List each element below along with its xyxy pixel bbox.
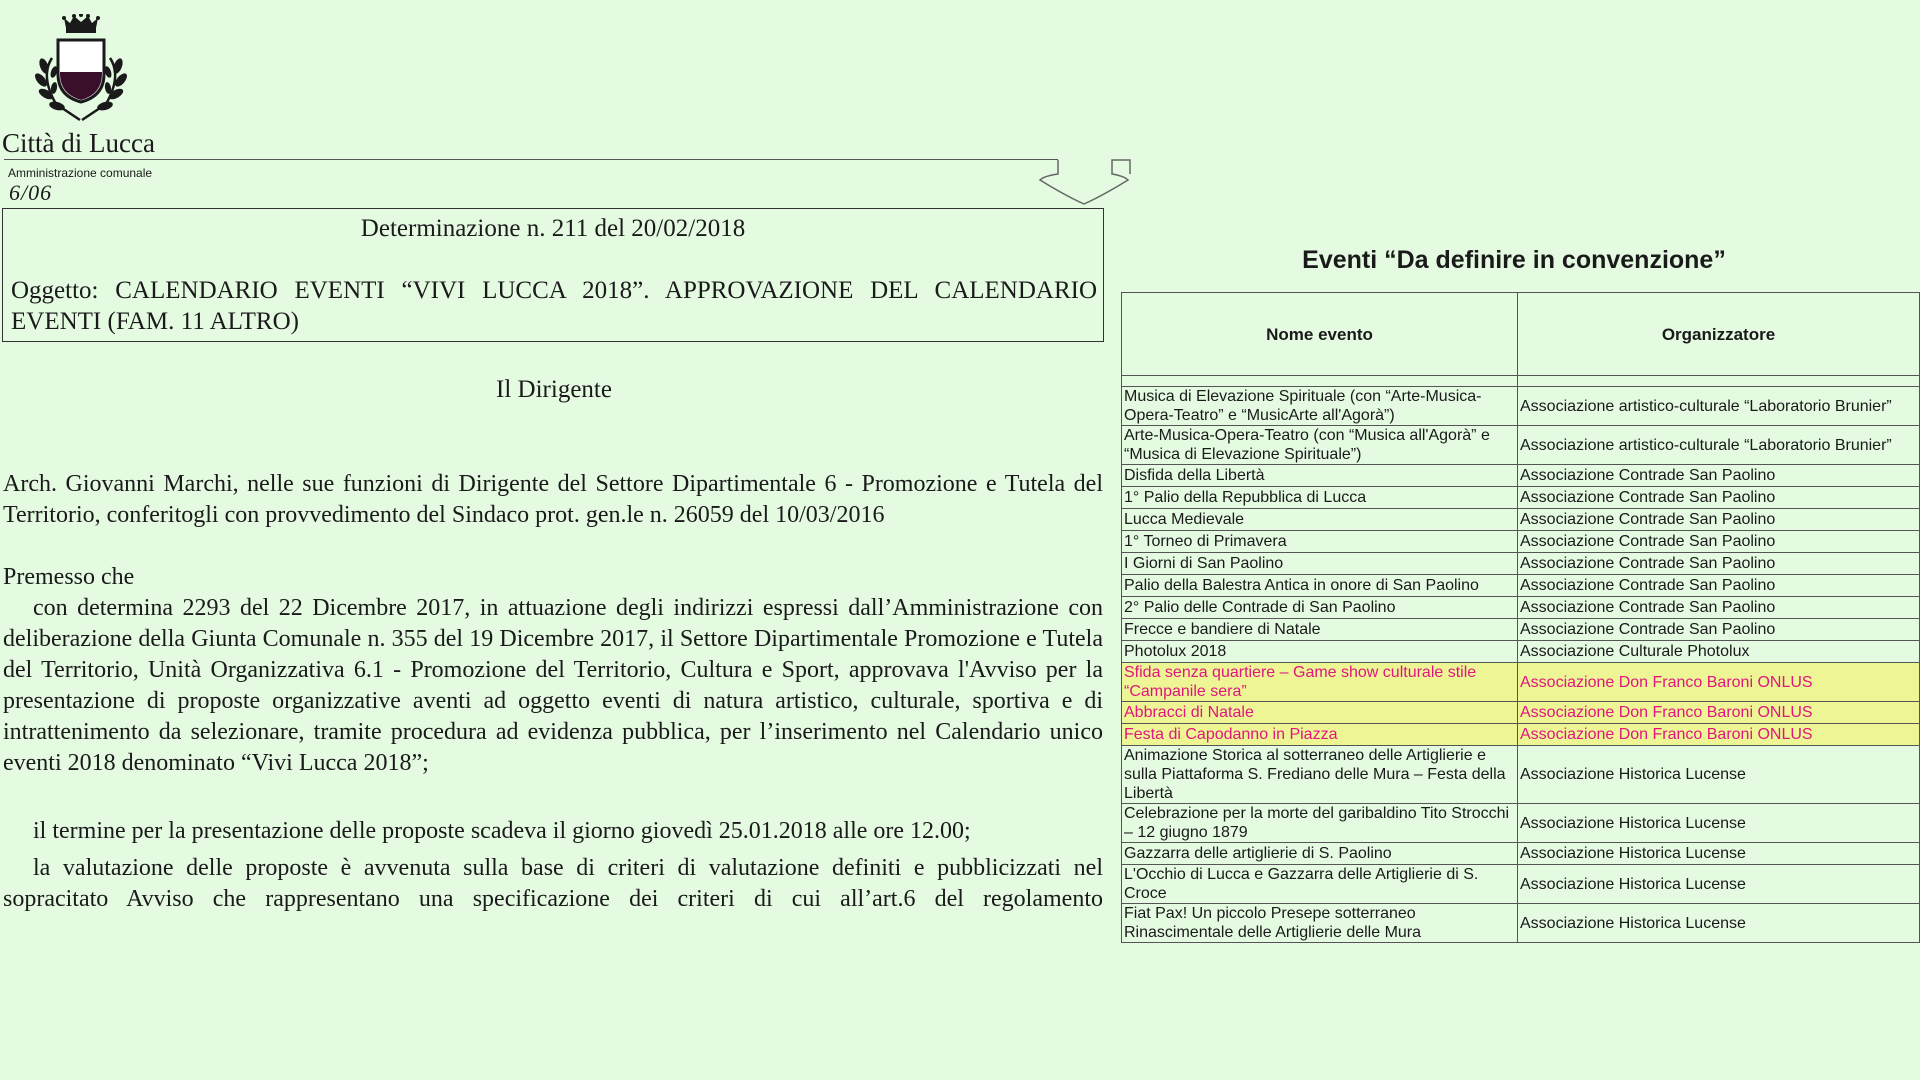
event-name-cell: Disfida della Libertà	[1122, 465, 1518, 487]
column-header-event-name: Nome evento	[1122, 293, 1518, 376]
table-row	[1122, 553, 1920, 575]
organizer-cell: Associazione Historica Lucense	[1518, 746, 1920, 804]
column-header-organizer: Organizzatore	[1518, 293, 1920, 376]
organizer-cell: Associazione Contrade San Paolino	[1518, 465, 1920, 487]
table-row	[1122, 702, 1920, 724]
table-row	[1122, 426, 1920, 465]
event-name-cell: Musica di Elevazione Spirituale (con “Arte-Musica-Opera-Teatro” e “MusicArte all'Agorà”)	[1122, 387, 1518, 426]
organizer-cell: Associazione Historica Lucense	[1518, 865, 1920, 904]
organizer-cell: Associazione Don Franco Baroni ONLUS	[1518, 702, 1920, 724]
city-name: Città di Lucca	[2, 128, 155, 158]
organizer-cell: Associazione Historica Lucense	[1518, 804, 1920, 843]
paragraph-arch: Arch. Giovanni Marchi, nelle sue funzioni di Dirigente del Settore Dipartimentale 6 - Promozione e Tutela del Territorio, conferitogli con provvedimento del Sindaco prot. gen.le n. 26059 del 10/03/2016	[3, 471, 1103, 528]
organizer-cell: Associazione Historica Lucense	[1518, 904, 1920, 943]
event-name-cell: Festa di Capodanno in Piazza	[1122, 724, 1518, 746]
table-row	[1122, 619, 1920, 641]
event-name-cell: L'Occhio di Lucca e Gazzarra delle Artiglierie di S. Croce	[1122, 865, 1518, 904]
organizer-cell: Associazione Contrade San Paolino	[1518, 553, 1920, 575]
determination-title: Determinazione n. 211 del 20/02/2018	[360, 215, 746, 242]
table-row	[1122, 746, 1920, 804]
header-divider	[4, 159, 1058, 160]
table-row	[1122, 904, 1920, 943]
events-table	[1121, 292, 1920, 943]
organizer-cell: Associazione Culturale Photolux	[1518, 641, 1920, 663]
table-row	[1122, 465, 1920, 487]
table-row	[1122, 487, 1920, 509]
table-row	[1122, 843, 1920, 865]
subject-line	[11, 275, 1097, 337]
event-name-cell: 1° Torneo di Primavera	[1122, 531, 1518, 553]
subject-label: Oggetto:	[11, 277, 99, 304]
table-row	[1122, 509, 1920, 531]
table-header-row	[1122, 293, 1920, 376]
page-counter: 6/06	[9, 180, 53, 205]
paragraph-determina: con determina 2293 del 22 Dicembre 2017, in attuazione degli indirizzi espressi dall’Amministrazione con deliberazione della Giunta Comunale n. 355 del 19 Dicembre 2017, il Settore Dipartimentale Promozione e Tutela del Territorio, Unità Organizzativa 6.1 - Promozione del Territorio, Cultura e Sport, approvava l'Avviso per la presentazione di proposte organizzative aventi ad oggetto eventi di natura artistico, culturale, sportiva e di intrattenimento da selezionare, tramite procedura ad evidenza pubblica, per l’inserimento nel Calendario unico eventi 2018 denominato “Vivi Lucca 2018”;	[3, 595, 1103, 776]
administration-label: Amministrazione comunale	[8, 166, 153, 180]
table-row	[1122, 597, 1920, 619]
paragraph-termine: il termine per la presentazione delle proposte scadeva il giorno giovedì 25.01.2018 alle ore 12.00;	[33, 818, 971, 844]
paragraph-premesso: Premesso che	[3, 564, 135, 590]
paragraph-valutazione: la valutazione delle proposte è avvenuta sulla base di criteri di valutazione definiti e pubblicizzati nel sopracitato Avviso che rappresentano una specificazione dei criteri di cui all’art.6 del regolamento	[3, 855, 1103, 912]
event-name-cell: Celebrazione per la morte del garibaldino Tito Strocchi – 12 giugno 1879	[1122, 804, 1518, 843]
table-row	[1122, 804, 1920, 843]
event-name-cell: Sfida senza quartiere – Game show culturale stile “Campanile sera”	[1122, 663, 1518, 702]
organizer-cell: Associazione Contrade San Paolino	[1518, 487, 1920, 509]
event-name-cell: I Giorni di San Paolino	[1122, 553, 1518, 575]
table-row	[1122, 724, 1920, 746]
organizer-cell: Associazione Don Franco Baroni ONLUS	[1518, 663, 1920, 702]
city-coat-of-arms-logo	[30, 14, 134, 126]
table-row	[1122, 575, 1920, 597]
event-name-cell: Frecce e bandiere di Natale	[1122, 619, 1518, 641]
event-name-cell: 2° Palio delle Contrade di San Paolino	[1122, 597, 1518, 619]
organizer-cell: Associazione artistico-culturale “Laboratorio Brunier”	[1518, 387, 1920, 426]
table-spacer-row	[1122, 376, 1920, 387]
organizer-cell: Associazione Historica Lucense	[1518, 843, 1920, 865]
events-table-title: Eventi “Da definire in convenzione”	[1302, 246, 1726, 274]
event-name-cell: Abbracci di Natale	[1122, 702, 1518, 724]
organizer-cell: Associazione Contrade San Paolino	[1518, 509, 1920, 531]
event-name-cell: Fiat Pax! Un piccolo Presepe sotterraneo Rinascimentale delle Artiglierie delle Mura	[1122, 904, 1518, 943]
event-name-cell: Palio della Balestra Antica in onore di San Paolino	[1122, 575, 1518, 597]
organizer-cell: Associazione Contrade San Paolino	[1518, 619, 1920, 641]
table-row	[1122, 865, 1920, 904]
organizer-cell: Associazione Contrade San Paolino	[1518, 597, 1920, 619]
event-name-cell: Photolux 2018	[1122, 641, 1518, 663]
crown-icon	[62, 14, 100, 33]
determination-header-box	[2, 208, 1104, 342]
event-name-cell: Gazzarra delle artiglierie di S. Paolino	[1122, 843, 1518, 865]
table-row	[1122, 531, 1920, 553]
organizer-cell: Associazione Don Franco Baroni ONLUS	[1518, 724, 1920, 746]
table-row	[1122, 387, 1920, 426]
subject-text: CALENDARIO EVENTI “VIVI LUCCA 2018”. APPROVAZIONE DEL CALENDARIO EVENTI (FAM. 11 ALTRO)	[11, 277, 1098, 335]
event-name-cell: Animazione Storica al sotterraneo delle Artiglierie e sulla Piattaforma S. Frediano delle Mura – Festa della Libertà	[1122, 746, 1518, 804]
event-name-cell: Arte-Musica-Opera-Teatro (con “Musica all'Agorà” e “Musica di Elevazione Spirituale”)	[1122, 426, 1518, 465]
dirigente-heading: Il Dirigente	[496, 376, 612, 403]
event-name-cell: 1° Palio della Repubblica di Lucca	[1122, 487, 1518, 509]
event-name-cell: Lucca Medievale	[1122, 509, 1518, 531]
table-row	[1122, 663, 1920, 702]
table-row	[1122, 641, 1920, 663]
organizer-cell: Associazione Contrade San Paolino	[1518, 575, 1920, 597]
organizer-cell: Associazione Contrade San Paolino	[1518, 531, 1920, 553]
header-chevron-icon	[1036, 158, 1132, 208]
organizer-cell: Associazione artistico-culturale “Laboratorio Brunier”	[1518, 426, 1920, 465]
